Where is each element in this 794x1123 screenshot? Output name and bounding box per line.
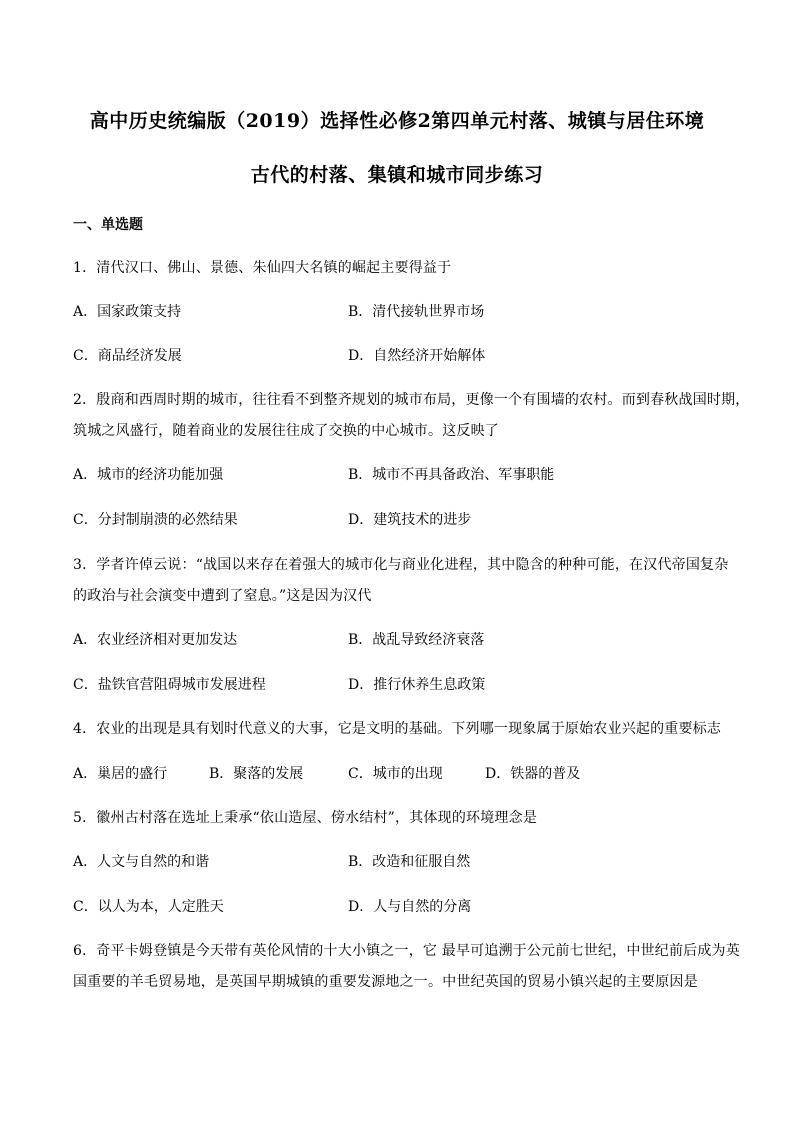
question-4-option-b: B．聚落的发展 (209, 766, 304, 782)
question-4-option-a: A．巢居的盛行 (73, 766, 168, 782)
question-1-option-c: C．商品经济发展 (73, 348, 182, 364)
question-3-stem-line1: 3．学者许倬云说：“战国以来存在着强大的城市化与商业化进程，其中隐含的种种可能，在汉代帝国复杂 (73, 557, 729, 573)
question-6-stem-line1: 6．奇平卡姆登镇是今天带有英伦风情的十大小镇之一，它 最早可追溯于公元前七世纪，中世纪前后成为英 (73, 943, 740, 959)
question-5-option-b: B．改造和征服自然 (348, 854, 471, 870)
question-6-stem-line2: 国重要的羊毛贸易地，是英国早期城镇的重要发源地之一。中世纪英国的贸易小镇兴起的主要原因是 (73, 974, 698, 990)
question-3-option-c: C．盐铁官营阻碍城市发展进程 (73, 677, 266, 693)
question-3-option-b: B．战乱导致经济衰落 (348, 632, 485, 648)
question-4-stem: 4．农业的出现是具有划时代意义的大事，它是文明的基础。下列哪一现象属于原始农业兴起的重要标志 (73, 721, 722, 737)
question-1-option-b: B．清代接轨世界市场 (348, 304, 485, 320)
document-subtitle: 古代的村落、集镇和城市同步练习 (250, 164, 544, 186)
document-title: 高中历史统编版（2019）选择性必修2第四单元村落、城镇与居住环境 (89, 110, 705, 132)
question-3-option-d: D．推行休养生息政策 (348, 677, 486, 693)
question-5-option-c: C．以人为本，人定胜天 (73, 899, 224, 915)
question-1-option-d: D．自然经济开始解体 (348, 348, 486, 364)
question-4-option-c: C．城市的出现 (348, 766, 443, 782)
question-5-option-d: D．人与自然的分离 (348, 899, 472, 915)
question-2-stem-line2: 筑城之风盛行，随着商业的发展往往成了交换的中心城市。这反映了 (73, 423, 499, 439)
section-heading: 一、单选题 (73, 217, 143, 233)
question-3-stem-line2: 的政治与社会演变中遭到了窒息。”这是因为汉代 (73, 588, 372, 604)
question-2-stem-line1: 2．殷商和西周时期的城市，往往看不到整齐规划的城市布局，更像一个有围墙的农村。而到春秋战国时期， (73, 392, 750, 408)
question-5-option-a: A．人文与自然的和谐 (73, 854, 210, 870)
question-1-stem: 1．清代汉口、佛山、景德、朱仙四大名镇的崛起主要得益于 (73, 260, 452, 276)
question-4-option-d: D．铁器的普及 (485, 766, 581, 782)
question-1-option-a: A．国家政策支持 (73, 304, 182, 320)
question-2-option-b: B．城市不再具备政治、军事职能 (348, 467, 555, 483)
question-2-option-a: A．城市的经济功能加强 (73, 467, 224, 483)
question-5-stem: 5．徽州古村落在选址上秉承“依山造屋、傍水结村”，其体现的环境理念是 (73, 810, 538, 826)
question-3-option-a: A．农业经济相对更加发达 (73, 632, 238, 648)
question-2-option-d: D．建筑技术的进步 (348, 512, 472, 528)
question-2-option-c: C．分封制崩溃的必然结果 (73, 512, 238, 528)
